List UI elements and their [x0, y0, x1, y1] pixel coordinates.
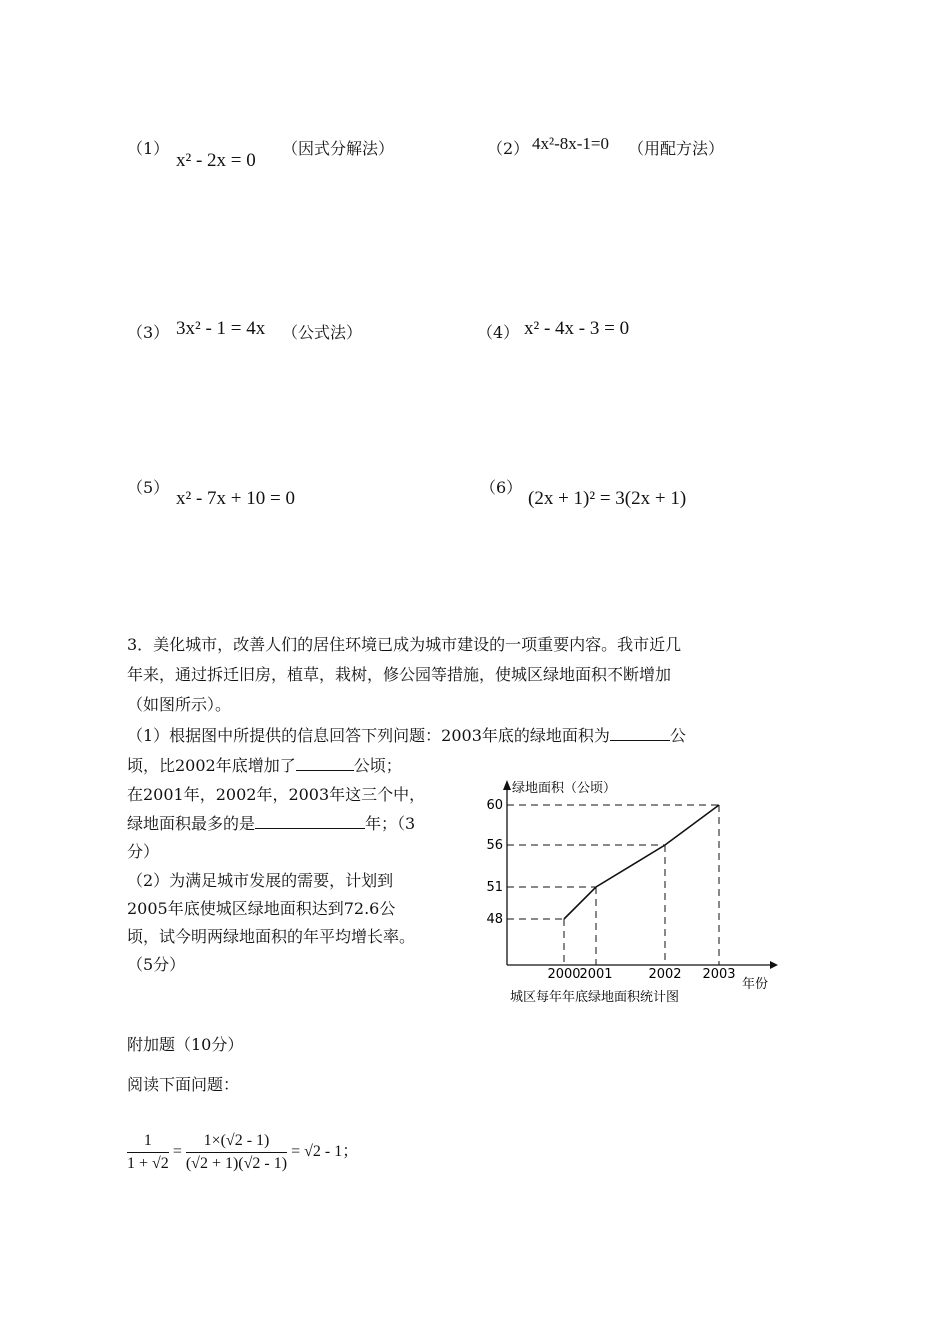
equation-4-expr: x² - 4x - 3 = 0 — [524, 318, 630, 339]
problem3-intro-line3: （如图所示）。 — [127, 695, 232, 714]
equation-5-label: （5） — [127, 478, 170, 497]
problem3-q1-line5: 分） — [127, 842, 160, 861]
mid-numerator: 1×(√2 - 1) — [186, 1132, 287, 1153]
y-axis-arrow — [503, 780, 511, 790]
y-tick-label-60: 60 — [486, 798, 503, 813]
equation-2-method: （用配方法） — [628, 139, 725, 158]
q1-text-a: （1）根据图中所提供的信息回答下列问题：2003年底的绿地面积为 — [127, 726, 610, 745]
lhs-numerator: 1 — [127, 1132, 169, 1153]
series-line — [564, 805, 719, 919]
mid-denominator: (√2 + 1)(√2 - 1) — [185, 1155, 288, 1172]
equals-sign: = — [172, 1143, 182, 1161]
chart-title: 城区每年年底绿地面积统计图 — [510, 990, 680, 1005]
example-formula — [127, 1132, 358, 1173]
mid-fraction — [186, 1132, 287, 1173]
problem3-q1-line2 — [127, 754, 402, 776]
q1-line2-text-b: 公顷； — [353, 756, 402, 775]
problem3-q1-line1 — [127, 724, 686, 746]
lhs-fraction — [127, 1132, 169, 1173]
answer-blank-area-2003[interactable] — [610, 724, 670, 741]
extra-heading: 附加题（10分） — [127, 1035, 244, 1054]
problem3-q1-line3: 在2001年，2002年，2003年这三个中， — [127, 785, 426, 804]
q1-line4-text-b: 年；（3 — [365, 814, 416, 833]
y-axis-label: 绿地面积（公顷） — [512, 781, 617, 796]
q1-line2-text-a: 顷，比2002年底增加了 — [127, 756, 296, 775]
equation-4-label: （4） — [477, 323, 520, 342]
equation-3-method: （公式法） — [282, 323, 363, 342]
green-area-chart — [470, 768, 790, 1013]
equation-5-expr: x² - 7x + 10 = 0 — [176, 488, 295, 509]
formula-end: ； — [342, 1143, 359, 1161]
problem3-q1-line4 — [127, 812, 415, 834]
answer-blank-increase[interactable] — [296, 754, 354, 771]
x-tick-label-2000: 2000 — [547, 967, 581, 982]
equation-6-expr: (2x + 1)² = 3(2x + 1) — [528, 488, 687, 509]
y-tick-label-48: 48 — [486, 912, 503, 927]
equation-1-expr: x² - 2x = 0 — [176, 150, 256, 171]
problem3-q2-line1: （2）为满足城市发展的需要，计划到 — [127, 871, 394, 890]
x-tick-label-2003: 2003 — [702, 967, 736, 982]
equation-3-label: （3） — [127, 323, 170, 342]
q1-text-b: 公 — [669, 726, 686, 745]
problem3-q2-line4: （5分） — [127, 955, 186, 974]
y-tick-label-51: 51 — [486, 880, 503, 895]
q1-line4-text-a: 绿地面积最多的是 — [127, 814, 256, 833]
answer-blank-max-year[interactable] — [255, 812, 365, 829]
problem3-q2-line2: 2005年底使城区绿地面积达到72.6公 — [127, 899, 396, 918]
equation-2-expr: 4x²-8x-1=0 — [532, 134, 610, 153]
problem3-q2-line3: 顷，试今明两绿地面积的年平均增长率。 — [127, 927, 416, 946]
problem3-intro-line1: 3．美化城市，改善人们的居住环境已成为城市建设的一项重要内容。我市近几 — [127, 635, 682, 654]
equation-1-label: （1） — [127, 139, 170, 158]
lhs-denominator: 1 + √2 — [127, 1155, 169, 1172]
read-prompt: 阅读下面问题： — [127, 1075, 240, 1094]
equation-6-label: （6） — [480, 478, 523, 497]
x-tick-label-2001: 2001 — [579, 967, 613, 982]
y-tick-label-56: 56 — [486, 838, 503, 853]
x-axis-arrow — [770, 961, 778, 969]
x-tick-label-2002: 2002 — [648, 967, 682, 982]
equation-3-expr: 3x² - 1 = 4x — [176, 318, 266, 339]
problem3-intro-line2: 年来，通过拆迁旧房，植草，栽树，修公园等措施，使城区绿地面积不断增加 — [127, 665, 672, 684]
x-axis-label: 年份 — [742, 977, 769, 992]
rhs-result: = √2 - 1 — [291, 1143, 343, 1161]
equation-2-label: （2） — [487, 139, 530, 158]
equation-1-method: （因式分解法） — [282, 139, 395, 158]
